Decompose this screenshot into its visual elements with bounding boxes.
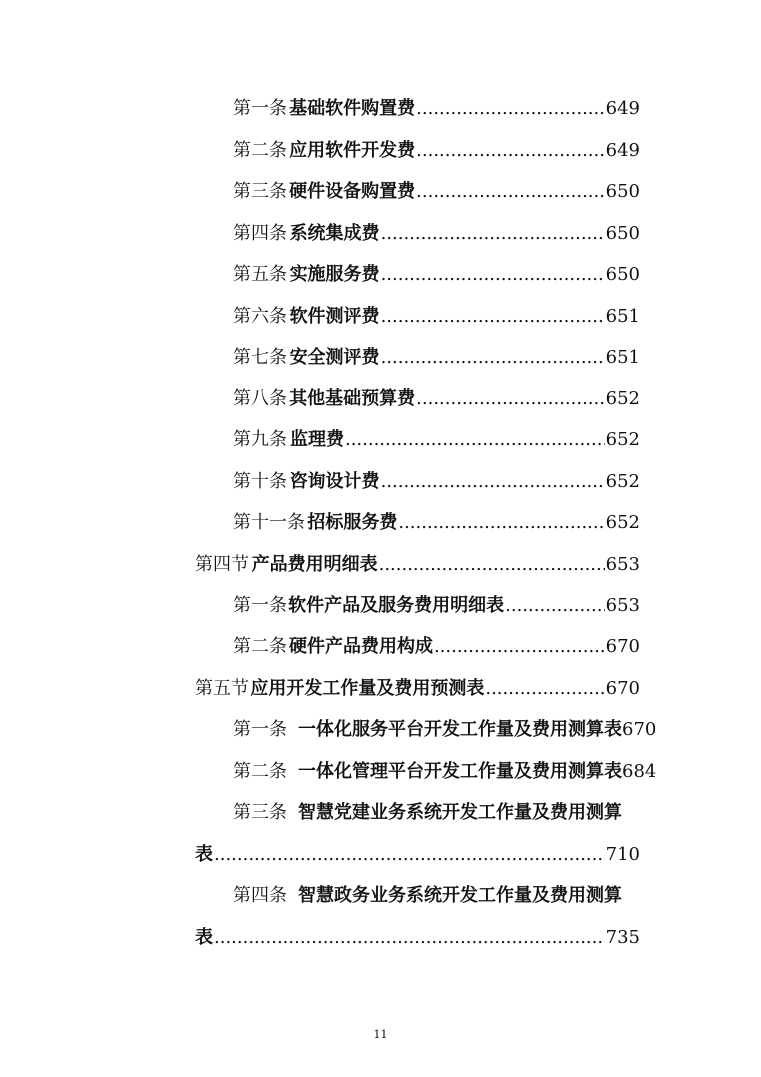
toc-entry-number: 第四节 — [195, 554, 249, 575]
toc-entry-title: 系统集成费 — [289, 223, 380, 244]
page-number-footer: 11 — [373, 1028, 388, 1041]
toc-entry-title: 硬件设备购置费 — [289, 181, 416, 202]
toc-entry-page: 650 — [605, 181, 640, 202]
toc-leader-dots — [214, 925, 605, 951]
toc-entry[interactable] — [233, 221, 640, 247]
toc-entry-number: 第九条 — [233, 429, 287, 450]
toc-entry[interactable] — [233, 593, 640, 619]
toc-entry-page: 652 — [605, 388, 640, 409]
toc-leader-dots — [416, 138, 604, 164]
toc-entry[interactable] — [233, 345, 640, 371]
toc-entry-first-line[interactable] — [233, 883, 622, 909]
toc-entry-page: 650 — [605, 264, 640, 285]
toc-entry-title: 招标服务费 — [307, 512, 398, 533]
toc-entry-title: 监理费 — [289, 429, 344, 450]
toc-entry[interactable] — [233, 510, 640, 536]
toc-entry-title: 咨询设计费 — [289, 471, 380, 492]
toc-entry-number: 第一条 — [233, 719, 287, 740]
toc-leader-dots — [345, 427, 605, 453]
toc-entry-page: 652 — [605, 429, 640, 450]
toc-entry-page: 652 — [605, 512, 640, 533]
toc-entry-page: 670 — [622, 719, 657, 740]
toc-leader-dots — [505, 593, 605, 619]
toc-entry-title: 安全测评费 — [289, 347, 380, 368]
toc-entry-title: 实施服务费 — [289, 264, 380, 285]
toc-entry-number: 第三条 — [233, 181, 287, 202]
toc-leader-dots — [416, 179, 604, 205]
toc-entry-page: 653 — [605, 595, 640, 616]
toc-entry-number: 第四条 — [233, 223, 287, 244]
toc-entry-number: 第四条 — [233, 885, 287, 906]
toc-entry-number: 第六条 — [233, 306, 287, 327]
toc-entry-title: 应用软件开发费 — [289, 140, 416, 161]
toc-entry-number: 第二条 — [233, 636, 287, 657]
toc-leader-dots — [214, 842, 605, 868]
toc-section-entry[interactable] — [195, 552, 640, 578]
toc-entry-page: 650 — [605, 223, 640, 244]
toc-entry-page: 670 — [605, 678, 640, 699]
toc-entry-number: 第十条 — [233, 471, 287, 492]
toc-entry[interactable] — [233, 386, 640, 412]
toc-entry-number: 第二条 — [233, 761, 287, 782]
toc-leader-dots — [398, 510, 604, 536]
toc-entry-number: 第二条 — [233, 140, 287, 161]
toc-entry-number: 第五条 — [233, 264, 287, 285]
toc-leader-dots — [416, 96, 604, 122]
toc-entry-number: 第八条 — [233, 388, 287, 409]
toc-entry-page: 710 — [605, 844, 640, 865]
toc-entry-first-line[interactable] — [233, 800, 622, 826]
toc-leader-dots — [381, 262, 605, 288]
toc-entry-title: 应用开发工作量及费用预测表 — [250, 678, 485, 699]
toc-entry[interactable] — [233, 96, 640, 122]
toc-entry-continuation[interactable] — [195, 842, 640, 868]
toc-leader-dots — [416, 386, 604, 412]
toc-entry-number: 第一条 — [233, 98, 287, 119]
toc-entry[interactable] — [233, 138, 640, 164]
toc-leader-dots — [379, 552, 605, 578]
toc-entry-title: 软件产品及服务费用明细表 — [288, 595, 505, 616]
toc-entry-page: 670 — [605, 636, 640, 657]
toc-entry-page: 649 — [605, 98, 640, 119]
toc-entry[interactable] — [233, 759, 663, 785]
toc-entry[interactable] — [233, 469, 640, 495]
toc-entry-title: 软件测评费 — [289, 306, 380, 327]
toc-entry-title-continuation: 表 — [195, 844, 213, 865]
toc-entry[interactable] — [233, 304, 640, 330]
toc-entry-title: 其他基础预算费 — [289, 388, 416, 409]
toc-entry-page: 652 — [605, 471, 640, 492]
toc-entry-title: 智慧政务业务系统开发工作量及费用测算 — [298, 885, 622, 906]
toc-entry-title: 硬件产品费用构成 — [288, 636, 433, 657]
toc-entry-title: 产品费用明细表 — [251, 554, 378, 575]
toc-entry[interactable] — [233, 717, 663, 743]
toc-leader-dots — [381, 304, 605, 330]
toc-entry-number: 第一条 — [233, 595, 287, 616]
toc-entry-number: 第十一条 — [233, 512, 305, 533]
toc-entry-number: 第七条 — [233, 347, 287, 368]
toc-entry-title: 一体化管理平台开发工作量及费用测算表 — [298, 761, 622, 782]
toc-entry-page: 684 — [622, 761, 657, 782]
toc-entry[interactable] — [233, 427, 640, 453]
toc-entry-number: 第五节 — [195, 678, 249, 699]
toc-entry-title: 一体化服务平台开发工作量及费用测算表 — [298, 719, 622, 740]
toc-entry-title: 基础软件购置费 — [289, 98, 416, 119]
toc-entry-page: 735 — [605, 927, 640, 948]
toc-leader-dots — [381, 345, 605, 371]
toc-section-entry[interactable] — [195, 676, 640, 702]
toc-leader-dots — [434, 634, 605, 660]
toc-entry-number: 第三条 — [233, 802, 287, 823]
toc-entry[interactable] — [233, 179, 640, 205]
toc-entry-continuation[interactable] — [195, 925, 640, 951]
toc-leader-dots — [381, 221, 605, 247]
toc-entry-page: 649 — [605, 140, 640, 161]
toc-entry-page: 651 — [605, 347, 640, 368]
toc-entry-title-continuation: 表 — [195, 927, 213, 948]
toc-entry-title: 智慧党建业务系统开发工作量及费用测算 — [298, 802, 622, 823]
toc-leader-dots — [381, 469, 605, 495]
toc-entry[interactable] — [233, 262, 640, 288]
toc-entry-page: 651 — [605, 306, 640, 327]
toc-leader-dots — [485, 676, 604, 702]
toc-entry[interactable] — [233, 634, 640, 660]
toc-entry-page: 653 — [605, 554, 640, 575]
